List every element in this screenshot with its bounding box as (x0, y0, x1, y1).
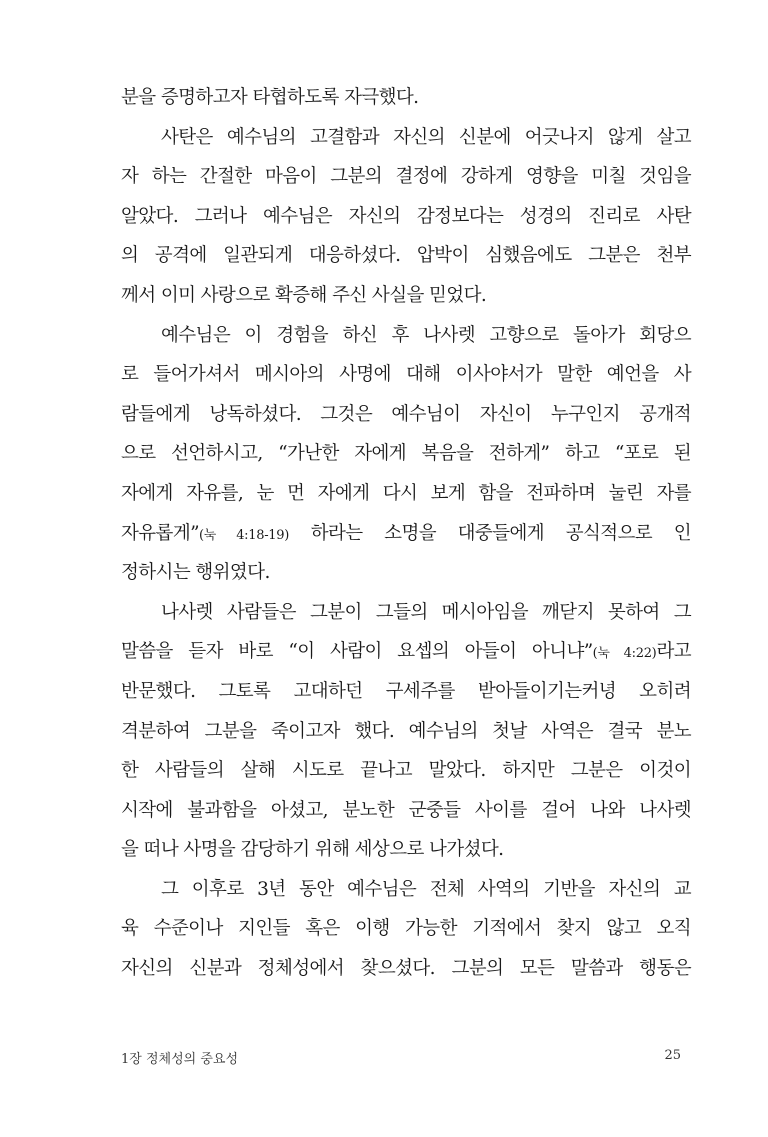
line-text: 자에게 자유를, 눈 먼 자에게 다시 보게 함을 전파하며 눌린 자를 (121, 482, 691, 504)
text-line (121, 118, 691, 158)
line-text: 육 수준이나 지인들 혹은 이행 가능한 기적에서 찾지 않고 오직 (121, 918, 691, 940)
text-line (121, 949, 691, 989)
line-text: 격분하여 그분을 죽이고자 했다. 예수님의 첫날 사역은 결국 분노 (121, 720, 691, 742)
line-text: 께서 이미 사랑으로 확증해 주신 사실을 믿었다. (121, 284, 487, 306)
line-text: 자신의 신분과 정체성에서 찾으셨다. 그분의 모든 말씀과 행동은 (121, 958, 691, 980)
page-number: 25 (664, 1048, 681, 1063)
text-line (121, 870, 691, 910)
line-text: 으로 선언하시고, “가난한 자에게 복음을 전하게” 하고 “포로 된 (121, 443, 691, 465)
text-line (121, 751, 691, 791)
text-line (121, 434, 691, 474)
body-text (121, 78, 691, 989)
line-text: 로 들어가셔서 메시아의 사명에 대해 이사야서가 말한 예언을 사 (121, 364, 691, 386)
text-line (121, 593, 691, 633)
text-line (121, 236, 691, 276)
text-line (121, 276, 691, 316)
text-line (121, 474, 691, 514)
text-line (121, 791, 691, 831)
line-text: 반문했다. 그토록 고대하던 구세주를 받아들이기는커녕 오히려 (121, 680, 691, 702)
text-line (121, 553, 691, 593)
line-text: 분을 증명하고자 타협하도록 자극했다. (121, 87, 419, 108)
text-line (121, 712, 691, 752)
text-line (121, 909, 691, 949)
text-line (121, 830, 691, 870)
line-text: 사탄은 예수님의 고결함과 자신의 신분에 어긋나지 않게 살고 (161, 126, 691, 148)
line-text-continued: 하라는 소명을 대중들에게 공식적으로 인 (289, 522, 691, 544)
line-text: 나사렛 사람들은 그분이 그들의 메시아임을 깨닫지 못하여 그 (161, 601, 691, 623)
line-text-continued: 라고 (656, 641, 691, 663)
text-line (121, 355, 691, 395)
line-text: 예수님은 이 경험을 하신 후 나사렛 고향으로 돌아가 회당으 (161, 324, 691, 346)
line-text: 한 사람들의 살해 시도로 끝나고 말았다. 하지만 그분은 이것이 (121, 760, 691, 782)
line-text: 시작에 불과함을 아셨고, 분노한 군중들 사이를 걸어 나와 나사렛 (121, 799, 691, 821)
scripture-citation: (눅 4:18-19) (198, 527, 290, 543)
line-text: 자 하는 간절한 마음이 그분의 결정에 강하게 영향을 미칠 것임을 (121, 166, 691, 188)
line-text: 람들에게 낭독하셨다. 그것은 예수님이 자신이 누구인지 공개적 (121, 403, 691, 425)
chapter-title: 1장 정체성의 중요성 (121, 1052, 238, 1067)
text-line (121, 78, 691, 118)
text-line (121, 157, 691, 197)
text-line (121, 514, 691, 554)
line-text: 의 공격에 일관되게 대응하셨다. 압박이 심했음에도 그분은 천부 (121, 245, 691, 267)
text-line (121, 672, 691, 712)
text-line (121, 395, 691, 435)
line-text: 자유롭게” (121, 522, 199, 544)
line-text: 그 이후로 3년 동안 예수님은 전체 사역의 기반을 자신의 교 (161, 878, 691, 900)
line-text: 정하시는 행위였다. (121, 562, 270, 584)
text-line (121, 197, 691, 237)
scripture-citation: (눅 4:22) (592, 646, 657, 662)
text-line (121, 632, 691, 672)
line-text: 을 떠나 사명을 감당하기 위해 세상으로 나가셨다. (121, 839, 504, 861)
line-text: 알았다. 그러나 예수님은 자신의 감정보다는 성경의 진리로 사탄 (121, 205, 691, 227)
line-text: 말씀을 듣자 바로 “이 사람이 요셉의 아들이 아니냐” (121, 641, 593, 663)
text-line (121, 316, 691, 356)
